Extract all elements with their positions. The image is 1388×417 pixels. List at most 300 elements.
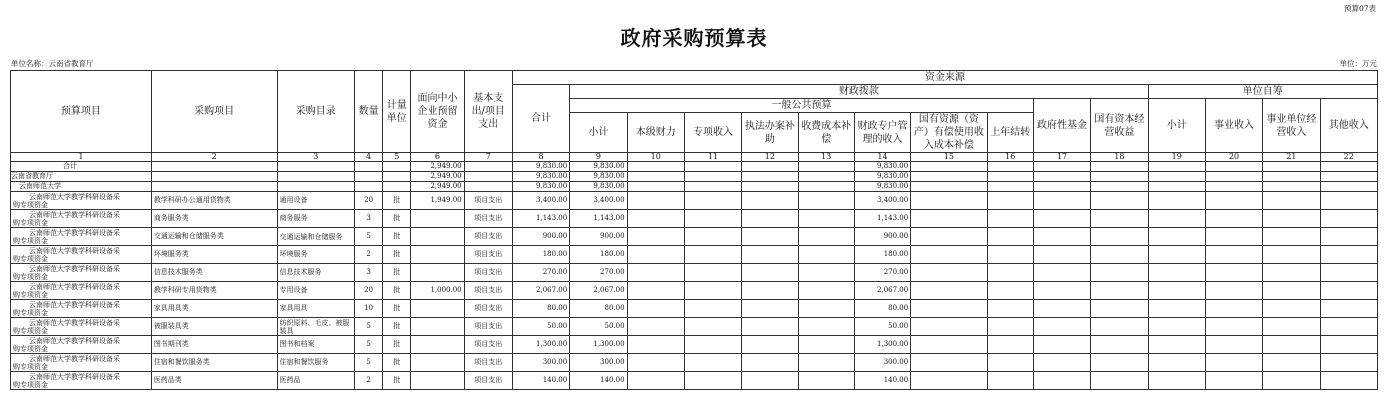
subtotal-cell: 300.00 bbox=[570, 354, 627, 372]
total-cell: 270.00 bbox=[512, 264, 569, 282]
column-number: 21 bbox=[1263, 153, 1320, 162]
table-cell bbox=[911, 246, 987, 264]
table-cell bbox=[911, 210, 987, 228]
budget-item-label: 云南师范大学教学科研设备采 bbox=[29, 336, 120, 345]
measure-unit-cell: 批 bbox=[383, 282, 411, 300]
subtotal-cell: 9,830.00 bbox=[570, 182, 627, 192]
table-cell bbox=[277, 172, 354, 182]
sme-funds-cell: 2,949.00 bbox=[411, 182, 464, 192]
special-account-cell: 900.00 bbox=[854, 228, 910, 246]
table-row bbox=[11, 228, 1378, 246]
table-cell bbox=[1091, 354, 1148, 372]
column-number: 11 bbox=[684, 153, 741, 162]
column-number: 19 bbox=[1148, 153, 1205, 162]
special-account-cell: 300.00 bbox=[854, 354, 910, 372]
procurement-budget-table bbox=[10, 70, 1378, 390]
budget-item-cell: 合计 bbox=[11, 162, 152, 172]
table-cell bbox=[1091, 300, 1148, 318]
table-cell bbox=[742, 210, 798, 228]
table-cell bbox=[1091, 162, 1148, 172]
header-fund-source: 资金来源 bbox=[512, 71, 1377, 85]
table-cell bbox=[627, 172, 684, 182]
expense-type-cell: 项目支出 bbox=[464, 354, 512, 372]
table-row bbox=[11, 264, 1378, 282]
table-cell bbox=[1263, 372, 1320, 390]
table-cell bbox=[1148, 162, 1205, 172]
table-cell bbox=[684, 172, 741, 182]
table-cell bbox=[798, 372, 854, 390]
budget-item-cell bbox=[11, 210, 152, 228]
table-cell bbox=[1148, 246, 1205, 264]
table-cell bbox=[1148, 354, 1205, 372]
table-row bbox=[11, 300, 1378, 318]
table-cell bbox=[1091, 246, 1148, 264]
budget-item-cell bbox=[11, 318, 152, 336]
expense-type-cell: 项目支出 bbox=[464, 318, 512, 336]
table-cell bbox=[627, 210, 684, 228]
table-cell bbox=[742, 300, 798, 318]
header-state-assets: 国有资源（资产）有偿使用收入成本补偿 bbox=[911, 113, 987, 153]
table-cell bbox=[987, 318, 1033, 336]
table-cell bbox=[911, 162, 987, 172]
table-cell bbox=[1091, 372, 1148, 390]
table-cell bbox=[798, 336, 854, 354]
catalog-cell: 图书和档案 bbox=[277, 336, 354, 354]
header-fee-cost: 收费成本补偿 bbox=[798, 113, 854, 153]
purchase-item-cell: 教学科研专用货物类 bbox=[151, 282, 277, 300]
table-cell bbox=[151, 162, 277, 172]
table-cell bbox=[1320, 192, 1377, 210]
table-cell bbox=[911, 264, 987, 282]
table-cell bbox=[987, 336, 1033, 354]
subtotal-cell: 80.00 bbox=[570, 300, 627, 318]
table-cell bbox=[798, 300, 854, 318]
table-cell bbox=[798, 354, 854, 372]
table-cell bbox=[1033, 172, 1090, 182]
catalog-cell: 家具用具 bbox=[277, 300, 354, 318]
table-cell bbox=[1148, 336, 1205, 354]
table-cell bbox=[1148, 264, 1205, 282]
budget-item-cell bbox=[11, 336, 152, 354]
table-cell bbox=[627, 162, 684, 172]
budget-item-label: 云南师范大学教学科研设备采 bbox=[29, 228, 120, 237]
table-cell bbox=[1205, 336, 1262, 354]
table-cell bbox=[798, 246, 854, 264]
purchase-item-cell: 交通运输和仓储服务类 bbox=[151, 228, 277, 246]
table-cell bbox=[798, 264, 854, 282]
table-cell bbox=[1263, 354, 1320, 372]
table-cell bbox=[987, 246, 1033, 264]
budget-item-label: 云南师范大学教学科研设备采 bbox=[29, 354, 120, 363]
subtotal-cell: 1,300.00 bbox=[570, 336, 627, 354]
table-cell bbox=[151, 182, 277, 192]
special-account-cell: 9,830.00 bbox=[854, 162, 910, 172]
budget-item-label: 云南师范大学教学科研设备采 bbox=[29, 192, 120, 201]
header-quantity: 数量 bbox=[355, 71, 383, 153]
table-cell bbox=[1205, 318, 1262, 336]
budget-item-cell bbox=[11, 300, 152, 318]
total-cell: 140.00 bbox=[512, 372, 569, 390]
table-cell bbox=[383, 172, 411, 182]
budget-item-cell bbox=[11, 246, 152, 264]
total-cell: 50.00 bbox=[512, 318, 569, 336]
total-cell: 1,300.00 bbox=[512, 336, 569, 354]
table-cell bbox=[355, 182, 383, 192]
catalog-cell: 住宿和餐饮服务 bbox=[277, 354, 354, 372]
table-cell bbox=[1205, 228, 1262, 246]
table-cell bbox=[1205, 210, 1262, 228]
table-cell bbox=[1205, 192, 1262, 210]
special-account-cell: 80.00 bbox=[854, 300, 910, 318]
purchase-item-cell: 教学科研办公通用货物类 bbox=[151, 192, 277, 210]
measure-unit-cell: 批 bbox=[383, 372, 411, 390]
budget-item-cell bbox=[11, 282, 152, 300]
table-cell bbox=[1033, 182, 1090, 192]
table-cell bbox=[1091, 282, 1148, 300]
purchase-item-cell: 环境服务类 bbox=[151, 246, 277, 264]
expense-type-cell: 项目支出 bbox=[464, 192, 512, 210]
table-cell bbox=[987, 210, 1033, 228]
quantity-cell: 10 bbox=[355, 300, 383, 318]
sme-funds-cell bbox=[411, 264, 464, 282]
table-cell bbox=[742, 192, 798, 210]
table-cell bbox=[742, 228, 798, 246]
table-cell bbox=[1148, 282, 1205, 300]
measure-unit-cell: 批 bbox=[383, 210, 411, 228]
subtotal-cell: 50.00 bbox=[570, 318, 627, 336]
table-cell bbox=[1320, 354, 1377, 372]
currency-unit-label: 单位：万元 bbox=[1339, 59, 1377, 68]
subtotal-cell: 9,830.00 bbox=[570, 162, 627, 172]
table-cell bbox=[911, 228, 987, 246]
budget-item-cell bbox=[11, 264, 152, 282]
table-cell bbox=[742, 264, 798, 282]
table-cell bbox=[684, 354, 741, 372]
column-number: 18 bbox=[1091, 153, 1148, 162]
table-cell bbox=[1033, 192, 1090, 210]
budget-item-label-continued: 购专项资金 bbox=[13, 308, 48, 317]
table-cell bbox=[798, 318, 854, 336]
header-total: 合计 bbox=[512, 85, 569, 153]
table-cell bbox=[911, 282, 987, 300]
table-cell bbox=[1263, 282, 1320, 300]
budget-item-cell: 云南师范大学 bbox=[11, 182, 152, 192]
column-number: 3 bbox=[277, 153, 354, 162]
table-cell bbox=[1148, 192, 1205, 210]
quantity-cell: 2 bbox=[355, 372, 383, 390]
table-cell bbox=[627, 354, 684, 372]
measure-unit-cell: 批 bbox=[383, 264, 411, 282]
table-cell bbox=[1320, 318, 1377, 336]
table-cell bbox=[911, 182, 987, 192]
header-enforcement: 执法办案补助 bbox=[742, 113, 798, 153]
subtotal-cell: 9,830.00 bbox=[570, 172, 627, 182]
table-cell bbox=[911, 354, 987, 372]
budget-item-label: 云南师范大学教学科研设备采 bbox=[29, 318, 120, 327]
column-number: 13 bbox=[798, 153, 854, 162]
table-cell bbox=[1263, 172, 1320, 182]
special-account-cell: 1,300.00 bbox=[854, 336, 910, 354]
table-cell bbox=[1033, 228, 1090, 246]
page-title: 政府采购预算表 bbox=[620, 26, 768, 50]
table-cell bbox=[1205, 182, 1262, 192]
column-number: 7 bbox=[464, 153, 512, 162]
table-cell bbox=[987, 172, 1033, 182]
table-cell bbox=[684, 336, 741, 354]
budget-item-label-continued: 购专项资金 bbox=[13, 272, 48, 281]
table-cell bbox=[684, 182, 741, 192]
sme-funds-cell bbox=[411, 336, 464, 354]
table-cell bbox=[1033, 300, 1090, 318]
subtotal-cell: 2,067.00 bbox=[570, 282, 627, 300]
header-own-level: 本级财力 bbox=[627, 113, 684, 153]
table-cell bbox=[1091, 182, 1148, 192]
table-cell bbox=[684, 192, 741, 210]
table-cell bbox=[684, 210, 741, 228]
column-number: 14 bbox=[854, 153, 910, 162]
table-cell bbox=[911, 336, 987, 354]
table-cell bbox=[798, 210, 854, 228]
column-number: 6 bbox=[411, 153, 464, 162]
table-cell bbox=[798, 192, 854, 210]
table-cell bbox=[987, 228, 1033, 246]
table-cell bbox=[684, 372, 741, 390]
table-cell bbox=[627, 182, 684, 192]
table-cell bbox=[1263, 264, 1320, 282]
table-cell bbox=[1091, 192, 1148, 210]
sme-funds-cell: 1,000.00 bbox=[411, 282, 464, 300]
purchase-item-cell: 住宿和餐饮服务类 bbox=[151, 354, 277, 372]
table-cell bbox=[798, 228, 854, 246]
special-account-cell: 9,830.00 bbox=[854, 172, 910, 182]
budget-item-label-continued: 购专项资金 bbox=[13, 218, 48, 227]
header-general-public: 一般公共预算 bbox=[570, 99, 1034, 113]
quantity-cell: 5 bbox=[355, 354, 383, 372]
table-cell bbox=[1263, 318, 1320, 336]
column-number: 17 bbox=[1033, 153, 1090, 162]
budget-item-label: 云南师范大学教学科研设备采 bbox=[29, 282, 120, 291]
table-cell bbox=[1320, 246, 1377, 264]
catalog-cell: 信息技术服务 bbox=[277, 264, 354, 282]
table-cell bbox=[1033, 162, 1090, 172]
budget-item-label-continued: 购专项资金 bbox=[13, 380, 48, 389]
table-cell bbox=[742, 354, 798, 372]
budget-item-cell bbox=[11, 372, 152, 390]
sme-funds-cell: 2,949.00 bbox=[411, 172, 464, 182]
header-purchase-item: 采购项目 bbox=[151, 71, 277, 153]
special-account-cell: 9,830.00 bbox=[854, 182, 910, 192]
total-cell: 2,067.00 bbox=[512, 282, 569, 300]
purchase-item-cell: 被服装具类 bbox=[151, 318, 277, 336]
table-cell bbox=[1148, 228, 1205, 246]
purchase-item-cell: 家具用具类 bbox=[151, 300, 277, 318]
column-number: 9 bbox=[570, 153, 627, 162]
sme-funds-cell bbox=[411, 246, 464, 264]
purchase-item-cell: 商务服务类 bbox=[151, 210, 277, 228]
header-business-income: 事业收入 bbox=[1205, 99, 1262, 153]
table-cell bbox=[798, 172, 854, 182]
table-cell bbox=[1320, 228, 1377, 246]
table-cell bbox=[383, 162, 411, 172]
table-cell bbox=[742, 318, 798, 336]
special-account-cell: 1,143.00 bbox=[854, 210, 910, 228]
table-cell bbox=[1205, 246, 1262, 264]
purchase-item-cell: 图书期刊类 bbox=[151, 336, 277, 354]
expense-type-cell: 项目支出 bbox=[464, 372, 512, 390]
subtotal-cell: 140.00 bbox=[570, 372, 627, 390]
table-row bbox=[11, 282, 1378, 300]
table-cell bbox=[742, 336, 798, 354]
table-cell bbox=[684, 300, 741, 318]
table-row bbox=[11, 336, 1378, 354]
special-account-cell: 180.00 bbox=[854, 246, 910, 264]
budget-item-label: 云南师范大学教学科研设备采 bbox=[29, 246, 120, 255]
table-cell bbox=[987, 192, 1033, 210]
table-cell bbox=[1033, 336, 1090, 354]
total-cell: 180.00 bbox=[512, 246, 569, 264]
table-cell bbox=[1320, 336, 1377, 354]
expense-type-cell: 项目支出 bbox=[464, 300, 512, 318]
total-cell: 9,830.00 bbox=[512, 172, 569, 182]
budget-item-cell bbox=[11, 192, 152, 210]
unit-name-label: 单位名称：云南省教育厅 bbox=[11, 59, 94, 68]
budget-item-label-continued: 购专项资金 bbox=[13, 362, 48, 371]
summary-row bbox=[11, 182, 1378, 192]
special-account-cell: 50.00 bbox=[854, 318, 910, 336]
special-account-cell: 2,067.00 bbox=[854, 282, 910, 300]
table-cell bbox=[1148, 172, 1205, 182]
column-number: 12 bbox=[742, 153, 798, 162]
table-cell bbox=[627, 318, 684, 336]
table-cell bbox=[1320, 264, 1377, 282]
table-cell bbox=[1033, 246, 1090, 264]
table-cell bbox=[1263, 192, 1320, 210]
table-row bbox=[11, 318, 1378, 336]
table-cell bbox=[684, 228, 741, 246]
header-self-subtotal: 小计 bbox=[1148, 99, 1205, 153]
table-cell bbox=[1033, 282, 1090, 300]
table-cell bbox=[1205, 162, 1262, 172]
table-cell bbox=[627, 192, 684, 210]
header-special-account: 财政专户管理的收入 bbox=[854, 113, 910, 153]
table-cell bbox=[355, 162, 383, 172]
subtotal-cell: 180.00 bbox=[570, 246, 627, 264]
header-subtotal: 小计 bbox=[570, 113, 627, 153]
header-carryover: 上年结转 bbox=[987, 113, 1033, 153]
header-special-income: 专项收入 bbox=[684, 113, 741, 153]
table-cell bbox=[277, 182, 354, 192]
measure-unit-cell: 批 bbox=[383, 336, 411, 354]
table-cell bbox=[987, 162, 1033, 172]
expense-type-cell: 项目支出 bbox=[464, 246, 512, 264]
sme-funds-cell bbox=[411, 210, 464, 228]
table-cell bbox=[684, 246, 741, 264]
catalog-cell: 通用设备 bbox=[277, 192, 354, 210]
table-cell bbox=[1033, 354, 1090, 372]
table-row bbox=[11, 210, 1378, 228]
quantity-cell: 3 bbox=[355, 210, 383, 228]
table-row bbox=[11, 192, 1378, 210]
quantity-cell: 3 bbox=[355, 264, 383, 282]
table-cell bbox=[987, 354, 1033, 372]
table-cell bbox=[1263, 228, 1320, 246]
header-gov-fund: 政府性基金 bbox=[1033, 99, 1090, 153]
table-cell bbox=[1320, 372, 1377, 390]
sme-funds-cell: 2,949.00 bbox=[411, 162, 464, 172]
measure-unit-cell: 批 bbox=[383, 300, 411, 318]
subtotal-cell: 3,400.00 bbox=[570, 192, 627, 210]
table-cell bbox=[1205, 354, 1262, 372]
purchase-item-cell: 医药品类 bbox=[151, 372, 277, 390]
sme-funds-cell: 1,949.00 bbox=[411, 192, 464, 210]
subtotal-cell: 1,143.00 bbox=[570, 210, 627, 228]
header-other-income: 其他收入 bbox=[1320, 99, 1377, 153]
purchase-item-cell: 信息技术服务类 bbox=[151, 264, 277, 282]
table-cell bbox=[742, 172, 798, 182]
header-basic-project: 基本支出/项目支出 bbox=[464, 71, 512, 153]
budget-item-label: 云南师范大学教学科研设备采 bbox=[29, 300, 120, 309]
column-number: 8 bbox=[512, 153, 569, 162]
sme-funds-cell bbox=[411, 318, 464, 336]
table-cell bbox=[1033, 372, 1090, 390]
total-cell: 9,830.00 bbox=[512, 162, 569, 172]
expense-type-cell: 项目支出 bbox=[464, 210, 512, 228]
column-number: 4 bbox=[355, 153, 383, 162]
table-cell bbox=[1320, 172, 1377, 182]
table-cell bbox=[1263, 336, 1320, 354]
table-cell bbox=[684, 162, 741, 172]
form-number: 预算07表 bbox=[1343, 4, 1376, 13]
header-measure-unit: 计量单位 bbox=[383, 71, 411, 153]
table-cell bbox=[627, 264, 684, 282]
table-cell bbox=[151, 172, 277, 182]
table-cell bbox=[1148, 300, 1205, 318]
table-cell bbox=[1091, 228, 1148, 246]
measure-unit-cell: 批 bbox=[383, 318, 411, 336]
header-sme-funds: 面向中小企业预留资金 bbox=[411, 71, 464, 153]
table-cell bbox=[742, 246, 798, 264]
column-number: 22 bbox=[1320, 153, 1377, 162]
table-cell bbox=[355, 172, 383, 182]
column-number: 5 bbox=[383, 153, 411, 162]
table-row bbox=[11, 246, 1378, 264]
table-cell bbox=[627, 336, 684, 354]
table-cell bbox=[798, 282, 854, 300]
table-cell bbox=[1091, 172, 1148, 182]
budget-item-cell bbox=[11, 354, 152, 372]
table-cell bbox=[1205, 372, 1262, 390]
table-cell bbox=[911, 192, 987, 210]
budget-item-label-continued: 购专项资金 bbox=[13, 236, 48, 245]
table-cell bbox=[1205, 282, 1262, 300]
measure-unit-cell: 批 bbox=[383, 246, 411, 264]
table-cell bbox=[1263, 300, 1320, 318]
budget-item-label-continued: 购专项资金 bbox=[13, 200, 48, 209]
header-budget-item: 预算项目 bbox=[11, 71, 152, 153]
summary-row bbox=[11, 172, 1378, 182]
budget-item-label: 云南师范大学教学科研设备采 bbox=[29, 372, 120, 381]
table-cell bbox=[464, 172, 512, 182]
catalog-cell: 环境服务 bbox=[277, 246, 354, 264]
catalog-cell: 商务服务 bbox=[277, 210, 354, 228]
header-self-raised: 单位自筹 bbox=[1148, 85, 1377, 99]
budget-item-label-continued: 购专项资金 bbox=[13, 344, 48, 353]
quantity-cell: 20 bbox=[355, 282, 383, 300]
table-cell bbox=[277, 162, 354, 172]
measure-unit-cell: 批 bbox=[383, 192, 411, 210]
total-cell: 300.00 bbox=[512, 354, 569, 372]
table-cell bbox=[987, 282, 1033, 300]
